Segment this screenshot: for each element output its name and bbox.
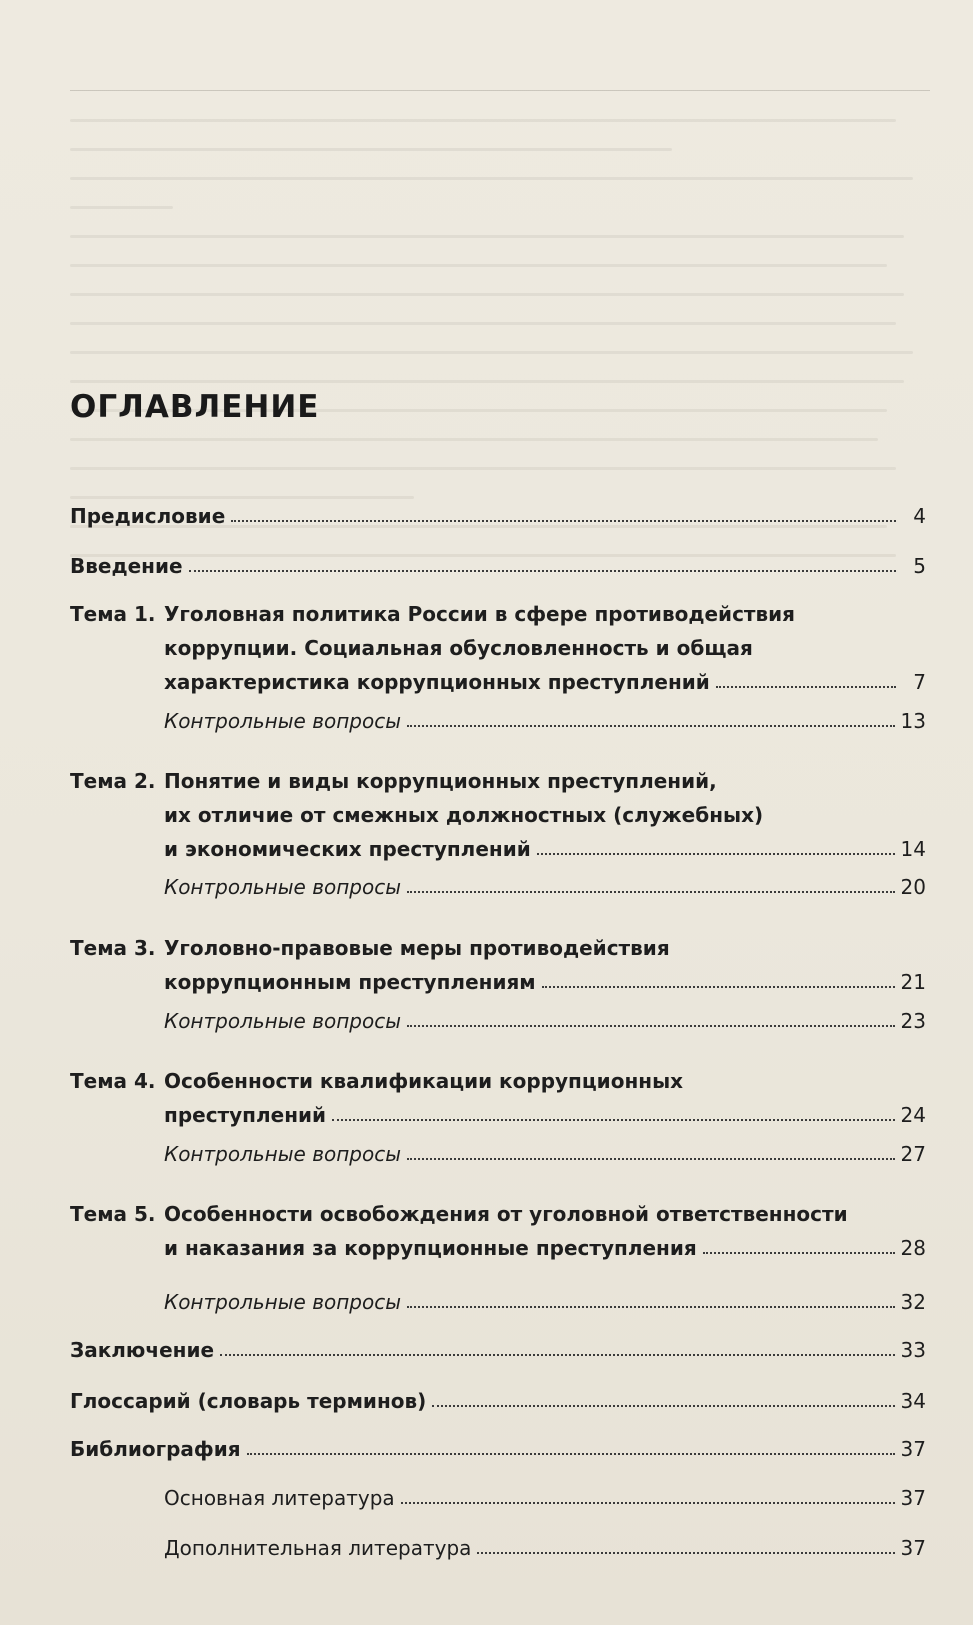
topic-title-line: их отличие от смежных должностных (служебных) bbox=[164, 803, 764, 827]
toc-page-number: 23 bbox=[900, 1009, 926, 1033]
dot-leader bbox=[220, 1353, 894, 1356]
toc-heading: ОГЛАВЛЕНИЕ bbox=[70, 389, 320, 425]
toc-entry-topic-2[interactable] bbox=[70, 760, 926, 862]
toc-entry-questions-3[interactable] bbox=[70, 1000, 926, 1034]
toc-page-number: 37 bbox=[900, 1536, 926, 1560]
toc-entry-conclusion[interactable] bbox=[70, 1329, 926, 1363]
toc-entry-introduction[interactable] bbox=[70, 545, 926, 579]
toc-page-number: 37 bbox=[900, 1486, 926, 1510]
toc-entry-label: Заключение bbox=[70, 1338, 215, 1362]
toc-entry-label: Контрольные вопросы bbox=[164, 1009, 402, 1033]
toc-page-number: 21 bbox=[900, 970, 926, 994]
toc-page-number: 28 bbox=[900, 1236, 926, 1260]
topic-title-line: Уголовная политика России в сфере противодействия bbox=[164, 602, 796, 626]
toc-page-number: 20 bbox=[900, 875, 926, 899]
dot-leader bbox=[407, 890, 895, 893]
toc-entry-main-literature[interactable] bbox=[70, 1477, 926, 1511]
toc-entry-questions-4[interactable] bbox=[70, 1133, 926, 1167]
toc-entry-label: Контрольные вопросы bbox=[164, 709, 402, 733]
toc-entry-topic-3[interactable] bbox=[70, 927, 926, 995]
toc-entry-label: Дополнительная литература bbox=[164, 1536, 472, 1560]
topic-title-line: Понятие и виды коррупционных преступлений, bbox=[164, 769, 717, 793]
toc-page-number: 24 bbox=[900, 1103, 926, 1127]
toc-page-number: 33 bbox=[900, 1338, 926, 1362]
topic-title-line: Особенности освобождения от уголовной ответственности bbox=[164, 1202, 848, 1226]
dot-leader bbox=[247, 1452, 895, 1455]
topic-number: Тема 5. bbox=[70, 1202, 156, 1226]
dot-leader bbox=[332, 1118, 894, 1121]
topic-title-line: и экономических преступлений bbox=[164, 837, 531, 861]
dot-leader bbox=[231, 519, 896, 522]
dot-leader bbox=[716, 685, 896, 688]
toc-entry-questions-1[interactable] bbox=[70, 700, 926, 734]
toc-entry-label: Контрольные вопросы bbox=[164, 1290, 402, 1314]
toc-entry-topic-4[interactable] bbox=[70, 1060, 926, 1128]
toc-page-number: 13 bbox=[900, 709, 926, 733]
topic-number: Тема 3. bbox=[70, 936, 156, 960]
topic-title-line: преступлений bbox=[164, 1103, 327, 1127]
dot-leader bbox=[703, 1251, 895, 1254]
topic-number: Тема 2. bbox=[70, 769, 156, 793]
toc-entry-label: Контрольные вопросы bbox=[164, 875, 402, 899]
dot-leader bbox=[407, 1305, 895, 1308]
dot-leader bbox=[477, 1551, 894, 1554]
topic-title-line: и наказания за коррупционные преступления bbox=[164, 1236, 697, 1260]
topic-number: Тема 1. bbox=[70, 602, 156, 626]
dot-leader bbox=[432, 1404, 894, 1407]
dot-leader bbox=[407, 1024, 895, 1027]
toc-entry-questions-5[interactable] bbox=[70, 1281, 926, 1315]
toc-page-number: 37 bbox=[900, 1437, 926, 1461]
toc-entry-additional-literature[interactable] bbox=[70, 1527, 926, 1561]
toc-page-number: 32 bbox=[900, 1290, 926, 1314]
topic-title-line: Уголовно-правовые меры противодействия bbox=[164, 936, 670, 960]
topic-number: Тема 4. bbox=[70, 1069, 156, 1093]
toc-page-number: 34 bbox=[900, 1389, 926, 1413]
dot-leader bbox=[189, 569, 896, 572]
topic-title-line: коррупционным преступлениям bbox=[164, 970, 536, 994]
dot-leader bbox=[401, 1501, 895, 1504]
toc-entry-bibliography[interactable] bbox=[70, 1428, 926, 1462]
toc-entry-label: Введение bbox=[70, 554, 183, 578]
topic-title-line: Особенности квалификации коррупционных bbox=[164, 1069, 684, 1093]
toc-entry-glossary[interactable] bbox=[70, 1380, 926, 1414]
toc-entry-label: Библиография bbox=[70, 1437, 241, 1461]
toc-entry-questions-2[interactable] bbox=[70, 866, 926, 900]
toc-page-number: 5 bbox=[913, 554, 926, 578]
topic-title-line: характеристика коррупционных преступлений bbox=[164, 670, 710, 694]
dot-leader bbox=[537, 852, 895, 855]
toc-entry-label: Контрольные вопросы bbox=[164, 1142, 402, 1166]
toc-entry-topic-1[interactable] bbox=[70, 593, 926, 695]
toc-entry-label: Глоссарий (словарь терминов) bbox=[70, 1389, 427, 1413]
toc-page-number: 4 bbox=[913, 504, 926, 528]
toc-entry-preface[interactable] bbox=[70, 495, 926, 529]
dot-leader bbox=[542, 985, 895, 988]
topic-title-line: коррупции. Социальная обусловленность и общая bbox=[164, 636, 753, 660]
toc-page-number: 7 bbox=[913, 670, 926, 694]
toc-entry-label: Основная литература bbox=[164, 1486, 395, 1510]
toc-entry-topic-5[interactable] bbox=[70, 1193, 926, 1261]
dot-leader bbox=[407, 1157, 895, 1160]
toc-page-number: 14 bbox=[900, 837, 926, 861]
toc-page-number: 27 bbox=[900, 1142, 926, 1166]
toc-entry-label: Предисловие bbox=[70, 504, 226, 528]
dot-leader bbox=[407, 724, 895, 727]
